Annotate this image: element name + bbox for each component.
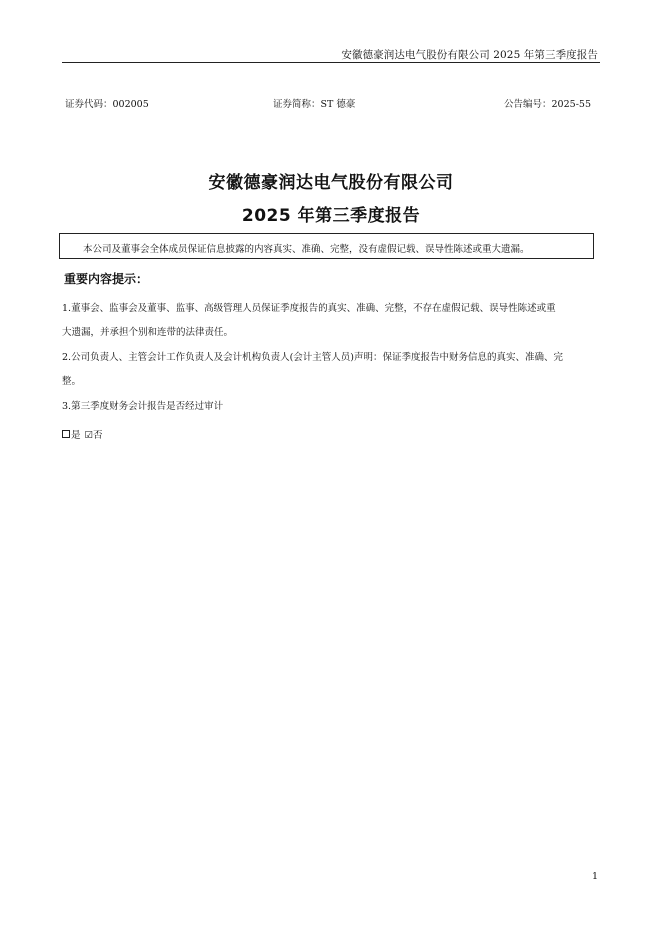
header-divider [62,62,600,63]
notice-item-2-line-2: 整。 [62,376,82,387]
notice-item-1-line-2: 大遗漏，并承担个别和连带的法律责任。 [62,327,234,338]
notice-item-2 [62,346,594,394]
notice-item-2-line-1: 2.公司负责人、主管会计工作负责人及会计机构负责人(会计主管人员)声明：保证季度报告中财务信息的真实、准确、完 [62,352,563,363]
disclosure-statement-box [59,233,594,259]
notice-item-3 [62,395,594,419]
page-number: 1 [592,871,599,882]
company-title: 安徽德豪润达电气股份有限公司 [208,173,454,193]
unchecked-box-icon [62,430,70,438]
notice-item-3-text: 3.第三季度财务会计报告是否经过审计 [62,401,224,412]
announcement-number: 公告编号：2025-55 [504,99,591,110]
notice-item-1-line-1: 1.董事会、监事会及董事、监事、高级管理人员保证季度报告的真实、准确、完整，不存在虚假记载、误导性陈述或重 [62,303,556,314]
answer-no-label: 否 [93,430,103,441]
stock-abbreviation: 证券简称：ST 德豪 [273,99,356,110]
report-title: 2025 年第三季度报告 [241,206,421,226]
answer-yes-label: 是 [71,430,81,441]
stock-code: 证券代码：002005 [65,99,149,110]
audit-answer-row [62,427,103,441]
disclosure-statement: 本公司及董事会全体成员保证信息披露的内容真实、准确、完整，没有虚假记载、误导性陈述或重大遗漏。 [83,244,530,255]
running-header: 安徽德豪润达电气股份有限公司 2025 年第三季度报告 [341,49,598,61]
checked-box-icon: ☑ [84,430,94,441]
notice-item-1 [62,297,594,345]
important-notice-heading: 重要内容提示： [64,272,149,286]
